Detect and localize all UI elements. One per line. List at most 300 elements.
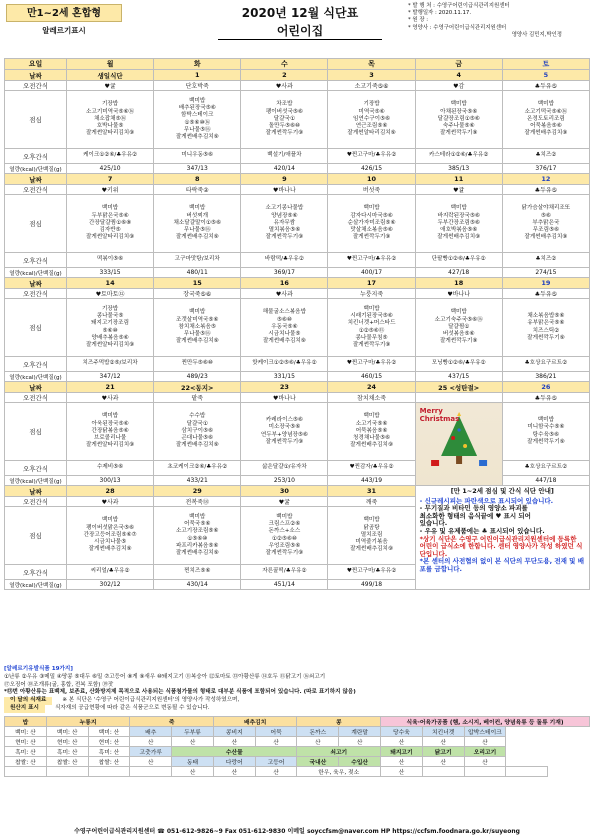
origin-cell: 산 — [422, 757, 464, 767]
lunch-cell — [415, 195, 502, 253]
origin-cell: 산 — [339, 737, 381, 747]
meal-guide — [415, 486, 589, 590]
energy-cell: 433/21 — [154, 476, 241, 486]
lunch-item: 채소볶음밥⑤⑥ — [527, 313, 565, 320]
origin-header: 밥 — [5, 717, 47, 727]
am-snack-cell: ♥사과 — [67, 393, 154, 403]
date-cell: 29 — [154, 486, 241, 497]
am-snack-cell: ♥사과 — [241, 81, 328, 91]
lunch-item: 무조림⑤⑥ — [532, 227, 560, 234]
energy-cell: 400/17 — [328, 268, 415, 278]
origin-cell: 산 — [381, 737, 423, 747]
lunch-cell — [502, 403, 589, 461]
date-cell: 생일식단 — [67, 70, 154, 81]
lunch-item: 호박나물⑤ — [96, 123, 124, 130]
guide-line: - 신규레시피는 파란색으로 표시되어 있습니다. — [419, 496, 554, 505]
lunch-item: 잘게썬깍두기⑨ — [265, 549, 304, 556]
origin-cell: 산 — [213, 737, 255, 747]
lunch-cell — [154, 195, 241, 253]
lunch-cell — [67, 403, 154, 461]
lunch-item: ①②⑤⑥⑩ — [271, 535, 297, 542]
date-cell: 21 — [67, 382, 154, 393]
lunch-cell — [154, 403, 241, 461]
label-date: 날짜 — [5, 174, 67, 185]
energy-cell: 376/17 — [502, 164, 589, 174]
lunch-item: 팽이버섯맑은국⑤⑥ — [86, 524, 134, 531]
lunch-cell — [328, 91, 415, 149]
lunch-item: 김자반⑤ — [99, 227, 121, 234]
am-snack-cell: ♥사과 — [241, 289, 328, 299]
lunch-item: 무나물⑤⑯ — [183, 227, 211, 234]
lunch-item: 무나물⑤⑯ — [183, 126, 211, 133]
label-lunch: 점심 — [5, 299, 67, 357]
origin-cell: 흑미: 산 — [5, 747, 47, 757]
origin-cell: 고등어 — [255, 757, 297, 767]
am-snack-cell: ♥키위 — [67, 185, 154, 195]
energy-cell: 347/12 — [67, 372, 154, 382]
lunch-item: 소고기미역국⑤⑥⑯ — [86, 108, 135, 115]
label-pm-snack: 오후간식 — [5, 149, 67, 164]
origin-text: 식자재의 공급현황에 따라 같은 식품군으로 변동될 수 있습니다. — [54, 704, 210, 711]
lunch-item: 시금치나물⑤ — [94, 539, 127, 546]
origin-cell: 백미: 산 — [5, 727, 47, 737]
allergy-items-2: ⑰오징어 ⑱조개류(굴, 홍합, 전복 포함) ⑲잣 — [4, 681, 114, 688]
label-lunch: 점심 — [5, 507, 67, 565]
lunch-item: 백미밥 — [450, 101, 467, 108]
date-cell: 26 — [502, 382, 589, 393]
am-snack-cell: ♥바나나 — [415, 289, 502, 299]
lunch-item: 백미밥 — [450, 205, 467, 212]
date-cell: 28 — [67, 486, 154, 497]
lunch-item: 기장밥 — [101, 305, 119, 312]
origin-cell: 산 — [297, 737, 339, 747]
origin-cell — [130, 767, 172, 777]
label-pm-snack: 오후간식 — [5, 357, 67, 372]
date-cell: 9 — [241, 174, 328, 185]
energy-cell: 302/12 — [67, 580, 154, 590]
date-cell: 18 — [415, 278, 502, 289]
label-energy: 열량(kcal)/단백질(g) — [5, 580, 67, 590]
am-snack-cell: ♥토마토⑫ — [67, 289, 154, 299]
am-snack-cell: ♥귤 — [67, 81, 154, 91]
am-snack-cell: ♥바나나 — [241, 185, 328, 195]
lunch-item: ①⑤⑥⑩ — [187, 535, 208, 542]
am-snack-cell: ♥사과 — [67, 497, 154, 507]
info-line: * 원 장 : — [408, 17, 429, 24]
lunch-item: 해물굴소스볶음밥 — [262, 309, 306, 316]
lunch-item: 브로콜리나물 — [93, 435, 127, 442]
label-pm-snack: 오후간식 — [5, 565, 67, 580]
date-cell: 17 — [328, 278, 415, 289]
label-am-snack: 오전간식 — [5, 185, 67, 195]
lunch-item: 잘게썬깍두기⑨ — [439, 338, 478, 345]
am-snack-cell: ♥감 — [415, 81, 502, 91]
energy-cell: 420/14 — [241, 164, 328, 174]
pm-snack-cell: ♥찐고구마/♣우유② — [328, 565, 415, 580]
christmas-image — [415, 403, 502, 486]
lunch-cell — [241, 507, 328, 565]
lunch-item: 잘게썬배추김치⑨ — [175, 133, 219, 140]
lunch-item: 두부간장조림⑤⑥ — [437, 219, 480, 226]
date-cell: 5 — [502, 70, 589, 81]
energy-cell: 489/23 — [154, 372, 241, 382]
col-thu: 목 — [328, 59, 415, 70]
lunch-item: 잘게썬배추김치⑨ — [524, 234, 568, 241]
energy-cell: 426/15 — [328, 164, 415, 174]
label-energy: 열량(kcal)/단백질(g) — [5, 268, 67, 278]
energy-cell: 443/19 — [328, 476, 415, 486]
lunch-cell — [241, 403, 328, 461]
lunch-item: 백미밥 — [101, 413, 119, 420]
origin-cell: 산 — [255, 737, 297, 747]
guide-copyright: *본 센터의 사전협의 없이 본 식단의 무단도용, 전재 및 배포를 금합니다. — [419, 557, 584, 573]
lunch-cell — [328, 299, 415, 357]
am-snack-cell: ♥귤 — [241, 497, 328, 507]
date-cell: 10 — [328, 174, 415, 185]
lunch-item: 버섯찌개 — [186, 212, 209, 219]
guide-line: - 무기질과 비타민 등의 영양소 파괴를 — [419, 504, 528, 513]
energy-cell: 347/13 — [154, 164, 241, 174]
lunch-item: 잘게썬배추김치⑨ — [88, 546, 132, 553]
date-cell: 7 — [67, 174, 154, 185]
origin-cell: 배추 — [130, 727, 172, 737]
lunch-item: 백미밥 — [537, 417, 554, 424]
label-am-snack: 오전간식 — [5, 497, 67, 507]
lunch-item: 잘게썬알타리김치⑨ — [85, 442, 135, 449]
lunch-item: 청경채나물⑤⑥ — [353, 435, 391, 442]
origin-cell — [422, 767, 464, 777]
origin-header: 식육·어육가공품 (햄, 소시지, 베이컨, 양념육류 등 돌류 기재) — [381, 717, 590, 727]
lunch-cell — [67, 507, 154, 565]
lunch-item: 콩나물무침⑤ — [355, 334, 388, 341]
origin-cell — [464, 767, 506, 777]
lunch-item: 차조밥 — [276, 101, 293, 108]
label-energy: 열량(kcal)/단백질(g) — [5, 372, 67, 382]
lunch-item: 잘게썬알타리김치⑨ — [85, 341, 135, 348]
monthly-ingredients-text: ※ 본 식단은 '수영구 어린이급식관리지원센터'의 영양사가 작성하였으며, — [62, 697, 240, 704]
am-snack-cell: 버섯죽 — [328, 185, 415, 195]
allergy-note: *⑬번 아황산류는 표백제, 보존료, 산화방지제 목적으로 사용되는 식품첨가물의 형태로 대부분 식품에 포함되어 있습니다. (따로 표기하지 않음) — [4, 689, 356, 696]
lunch-item: 달걀찜① — [448, 323, 470, 330]
lunch-cell — [241, 91, 328, 149]
label-energy: 열량(kcal)/단백질(g) — [5, 476, 67, 486]
date-cell: 19 — [502, 278, 589, 289]
facility-name: 어린이집 — [218, 22, 382, 40]
lunch-item: 잘게썬깍두기⑨ — [265, 234, 304, 241]
lunch-item: 무나물⑤⑯ — [183, 331, 211, 338]
lunch-item: 간장닭볶음⑤⑥ — [91, 427, 129, 434]
guide-line: 있습니다. — [419, 519, 448, 528]
origin-label: 원산지 표시 — [4, 705, 45, 713]
origin-cell: 백미: 산 — [88, 727, 130, 737]
label-am-snack: 오전간식 — [5, 289, 67, 299]
energy-cell: 300/13 — [67, 476, 154, 486]
pm-snack-cell: 씨리얼/♣우유② — [67, 565, 154, 580]
energy-cell: 333/15 — [67, 268, 154, 278]
lunch-cell — [502, 299, 589, 357]
date-cell: 22<동지> — [154, 382, 241, 393]
lunch-item: 백미밥 — [101, 517, 119, 524]
footer-contact: 수영구어린이급식관리지원센터 ☎ 051-612-9826~9 Fax 051-612-9830 이메일 soyccfsm@naver.com HP https://ccfsm.foodnara.go.kr/suyeong — [74, 828, 520, 835]
am-snack-cell: 단호박죽 — [154, 81, 241, 91]
origin-cell: 두부류 — [172, 727, 214, 737]
pm-snack-cell: 삶은달걀①/유자차 — [241, 461, 328, 476]
date-cell: 16 — [241, 278, 328, 289]
origin-header: 수산물 — [172, 747, 297, 757]
pm-snack-cell: 바람떡/♣우유② — [241, 253, 328, 268]
lunch-item: 잘게썬배추김치⑨ — [524, 130, 568, 137]
lunch-item: 애호박볶음⑤⑥ — [440, 227, 478, 234]
allergy-label: 알레르기표시 — [42, 26, 86, 35]
energy-cell: 480/11 — [154, 268, 241, 278]
origin-cell: 찹쌀: 산 — [88, 757, 130, 767]
origin-cell — [46, 767, 88, 777]
lunch-item: 소고기콩나물밥 — [265, 205, 304, 212]
info-line: * 영양사 : 수영구어린이급식관리지원센터 — [408, 24, 507, 31]
menu-title: 2020년 12월 식단표 — [241, 6, 359, 20]
origin-header: 콩 — [297, 717, 381, 727]
info-line: * 발 행 처 : 수영구어린이급식관리지원센터 — [408, 3, 510, 9]
lunch-cell — [328, 507, 415, 565]
date-cell: 23 — [241, 382, 328, 393]
guide-title: [만 1~2세 점심 및 간식 식단 안내] — [450, 487, 554, 495]
pm-snack-cell: 자른꿀떡/♣우유② — [241, 565, 328, 580]
lunch-item: 백미밥 — [537, 101, 554, 108]
lunch-item: ⑤⑥ — [540, 212, 551, 219]
date-cell: 2 — [241, 70, 328, 81]
origin-cell: 산 — [172, 767, 214, 777]
energy-cell: 437/15 — [415, 372, 502, 382]
lunch-item: 소고기장조림⑤⑥ — [176, 528, 219, 535]
label-energy: 열량(kcal)/단백질(g) — [5, 164, 67, 174]
lunch-item: 돼지고기장조림 — [91, 320, 129, 327]
lunch-item: 어묵볶음⑤⑥ — [530, 123, 562, 130]
lunch-item: ①②⑤⑥⑮ — [358, 327, 385, 334]
lunch-item: 맛살채소볶음⑤⑥ — [350, 227, 393, 234]
lunch-item: 유자무쌈 — [273, 219, 296, 226]
lunch-cell — [67, 299, 154, 357]
date-cell: 15 — [154, 278, 241, 289]
origin-cell: 콩비지 — [213, 727, 255, 737]
xmas-line: Christmas — [419, 415, 460, 423]
origin-cell: 찹쌀: 산 — [46, 757, 88, 767]
lunch-item: 탕수육⑤⑥ — [532, 431, 560, 438]
origin-cell — [88, 767, 130, 777]
col-day: 요일 — [5, 59, 67, 70]
origin-cell: 산 — [130, 757, 172, 767]
lunch-item: 카레라이스⑤⑥ — [265, 417, 303, 424]
lunch-item: 잘게썬배추김치⑨ — [350, 546, 393, 553]
lunch-item: 기장밥 — [363, 101, 380, 108]
monthly-ingredients-label: 이 달의 식재료 — [4, 697, 52, 705]
label-date: 날짜 — [5, 382, 67, 393]
lunch-item: 어묵국⑤⑥ — [184, 521, 211, 528]
guide-line: - 우유 및 유제품에는 ♣ 표시되어 있습니다. — [419, 526, 545, 535]
origin-cell: 다랑어 — [213, 757, 255, 767]
lunch-item: 잘게썬깍두기⑨ — [439, 130, 478, 137]
lunch-item: 잘게썬깍두기⑨ — [352, 234, 391, 241]
origin-cell: 흑미: 산 — [46, 747, 88, 757]
pm-snack-cell: ♥찐고구마/♣우유② — [328, 357, 415, 372]
lunch-item: 잘게썬배추김치⑨ — [175, 338, 219, 345]
origin-header: 쇠고기 — [297, 747, 381, 757]
guide-notice: *상기 식단은 수영구 어린이급식관리지원센터에 등록한 어린이 급식소에 한함니다. 센터 영양사가 작성 하였던 식단입니다. — [419, 534, 583, 558]
lunch-cell — [241, 195, 328, 253]
lunch-item: 백미밥 — [363, 413, 380, 420]
lunch-item: 조갯살미역국⑤⑥ — [176, 316, 219, 323]
energy-cell: 274/15 — [502, 268, 589, 278]
lunch-cell — [415, 299, 502, 357]
pm-snack-cell: 초코케이크②⑥/♣우유② — [154, 461, 241, 476]
pm-snack-cell: ♣호상요구르트② — [502, 461, 589, 476]
lunch-item: 아욱된장국⑤⑥ — [91, 420, 129, 427]
info-line: 영양사 김민지,박인정 — [511, 31, 562, 38]
pm-snack-cell: ♣호상요구르트② — [502, 357, 589, 372]
am-snack-cell: ♣두유⑤ — [502, 185, 589, 195]
lunch-item: 삼치구이⑤⑥ — [181, 427, 214, 434]
lunch-item: 백미밥 — [363, 517, 380, 524]
lunch-item: 닭가슴살야채리조또 — [521, 205, 571, 212]
date-cell: 1 — [154, 70, 241, 81]
pm-snack-cell: 떡볶이⑤⑥ — [67, 253, 154, 268]
am-snack-cell: ♣두유⑤ — [502, 81, 589, 91]
energy-cell: 430/14 — [154, 580, 241, 590]
lunch-item: 미니함국수⑤⑥ — [527, 424, 565, 431]
origin-table — [4, 716, 590, 777]
origin-cell: 동태 — [172, 757, 214, 767]
lunch-item: 소고기숙주국⑤⑥⑯ — [434, 316, 483, 323]
lunch-cell — [154, 91, 241, 149]
lunch-item: 바지락된장국⑤⑥ — [437, 212, 480, 219]
col-wed: 수 — [241, 59, 328, 70]
lunch-item: 온정도토리조림 — [526, 115, 565, 122]
am-snack-cell: 전복죽⑱ — [154, 497, 241, 507]
origin-cell: 산 — [422, 737, 464, 747]
lunch-item: 백미밥 — [276, 513, 293, 520]
allergy-section — [4, 666, 590, 713]
energy-cell: 386/21 — [502, 372, 589, 382]
lunch-item: 수수밥 — [189, 413, 206, 420]
pm-snack-cell: 치즈주먹밥②⑤/보리차 — [67, 357, 154, 372]
lunch-item: 백미밥 — [450, 309, 467, 316]
lunch-cell — [154, 299, 241, 357]
origin-cell: 산 — [172, 737, 214, 747]
lunch-item: 잘게썬깍두기⑨ — [352, 341, 391, 348]
origin-cell: 흑미: 산 — [88, 747, 130, 757]
origin-cell: 현미: 산 — [5, 737, 47, 747]
origin-header: 죽 — [130, 717, 214, 727]
lunch-item: 치킨너겟+머스타드 — [347, 320, 396, 327]
age-group-title: 만1~2세 혼합형 — [6, 4, 122, 22]
lunch-item: 잘게썬깍두기⑨ — [527, 334, 565, 341]
origin-cell: 고춧가루 — [130, 747, 172, 757]
origin-cell: 산 — [464, 757, 506, 767]
date-cell: 24 — [328, 382, 415, 393]
label-pm-snack: 오후간식 — [5, 461, 67, 476]
origin-cell: 백미: 산 — [46, 727, 88, 737]
date-cell: 8 — [154, 174, 241, 185]
lunch-item: 참치채소볶음⑤ — [178, 323, 216, 330]
lunch-item: 멸치조림 — [360, 531, 383, 538]
origin-cell: 압박스테이크 — [464, 727, 506, 737]
origin-cell: 산 — [381, 757, 423, 767]
origin-cell: 현미: 산 — [88, 737, 130, 747]
am-snack-cell: 타락죽② — [154, 185, 241, 195]
lunch-item: 소고기떡국⑤⑥⑯ — [524, 108, 568, 115]
lunch-item: 부추맑은국 — [532, 219, 560, 226]
lunch-item: 잘게썬알타리김치⑨ — [85, 234, 135, 241]
am-snack-cell: ♥귤 — [415, 185, 502, 195]
lunch-item: ①⑤⑥⑩⑯ — [184, 119, 211, 126]
lunch-item: 곤대나물⑤⑥ — [181, 435, 214, 442]
lunch-item: 우동국⑤⑥ — [271, 323, 298, 330]
pm-snack-cell: 핫케이크①②⑤⑥/♣우유② — [241, 357, 328, 372]
lunch-item: 치즈스틱② — [532, 327, 560, 334]
lunch-item: 잘게썬배추김치⑨ — [175, 234, 219, 241]
lunch-item: 기장밥 — [101, 101, 119, 108]
lunch-item: 버섯볶음⑤⑥ — [442, 331, 475, 338]
origin-header: 닭고기 — [422, 747, 464, 757]
date-cell: 11 — [415, 174, 502, 185]
lunch-item: 시금치나물⑤ — [268, 331, 301, 338]
origin-cell: 산 — [130, 737, 172, 747]
lunch-item: 백미밥 — [189, 513, 206, 520]
pm-snack-cell: 백설기/애플차 — [241, 149, 328, 164]
lunch-item: 닭곰탕 — [363, 524, 380, 531]
energy-cell: 331/15 — [241, 372, 328, 382]
allergy-items: ①난류 ②우유 ③메밀 ④땅콩 ⑤대두 ⑥밀 ⑦고등어 ⑧게 ⑨새우 ⑩돼지고기 ⑪복숭아 ⑫토마토 ⑬아황산류 ⑭호두 ⑮닭고기 ⑯쇠고기 — [4, 673, 326, 680]
energy-cell: 460/15 — [328, 372, 415, 382]
energy-cell: 369/17 — [241, 268, 328, 278]
lunch-item: 간장고등어조림⑤⑥⑦ — [83, 531, 137, 538]
date-cell: 25 <성탄절> — [415, 382, 502, 393]
pm-snack-cell: 단팥빵①②⑥/♣우유② — [415, 253, 502, 268]
energy-cell: 253/10 — [241, 476, 328, 486]
lunch-cell — [154, 507, 241, 565]
lunch-cell — [67, 91, 154, 149]
origin-cell: 산 — [381, 767, 423, 777]
origin-cell: 찹쌀: 산 — [5, 757, 47, 767]
lunch-cell — [502, 195, 589, 253]
lunch-item: 미소장국⑤⑥ — [268, 424, 301, 431]
lunch-cell — [415, 91, 502, 149]
label-lunch: 점심 — [5, 403, 67, 461]
origin-cell: 치킨너겟 — [422, 727, 464, 737]
lunch-item: 함박스테이크 — [181, 112, 214, 119]
info-line: * 발행일자 : 2020.11.17. — [408, 10, 472, 17]
origin-cell: 현미: 산 — [46, 737, 88, 747]
lunch-item: 양념장⑤⑥ — [271, 212, 298, 219]
lunch-cell — [502, 91, 589, 149]
lunch-item: 백미밥 — [363, 305, 380, 312]
lunch-item: 배추된장국⑤⑥ — [178, 105, 216, 112]
origin-header: 돼지고기 — [381, 747, 423, 757]
origin-cell: 산 — [464, 737, 506, 747]
lunch-item: 파프리카볶음⑤⑥ — [176, 542, 219, 549]
origin-cell: 어묵 — [255, 727, 297, 737]
origin-cell: 한우, 육우, 젖소 — [297, 767, 381, 777]
lunch-item: 달걀국① — [273, 115, 295, 122]
lunch-item: 유부맑은국⑤⑥ — [527, 320, 565, 327]
origin-cell: 당수육 — [381, 727, 423, 737]
lunch-item: 잘게썬알타리김치⑨ — [347, 130, 396, 137]
pm-snack-cell: 모닝빵①②⑥/♣우유② — [415, 357, 502, 372]
date-cell: 14 — [67, 278, 154, 289]
pm-snack-cell: ♣치즈② — [502, 149, 589, 164]
date-cell: 31 — [328, 486, 415, 497]
lunch-item: 잘게썬깍두기⑨ — [527, 438, 565, 445]
menu-table — [4, 58, 590, 590]
